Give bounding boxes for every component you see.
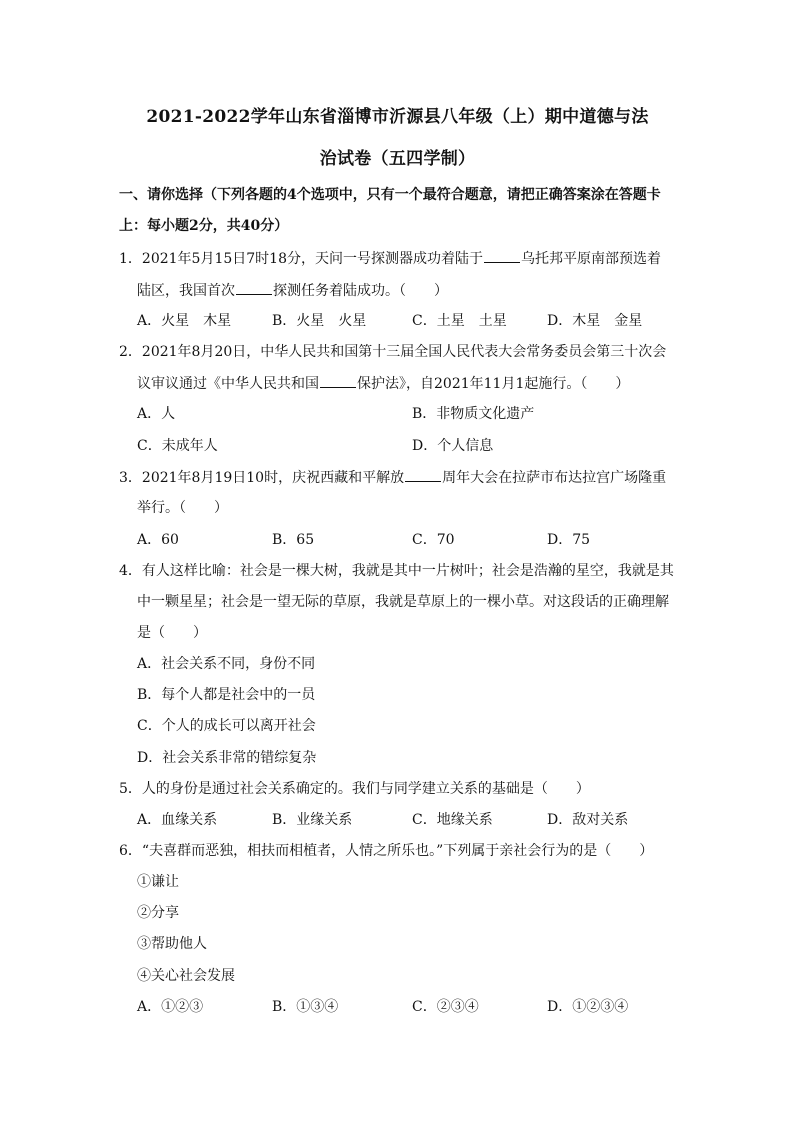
section-heading-line-2: 上：每小题2分，共40分） — [119, 218, 289, 234]
question-4-option-c[interactable]: C．个人的成长可以离开社会 — [137, 718, 316, 734]
question-6-item-3: ③帮助他人 — [137, 936, 207, 952]
question-1-text: 探测任务着陆成功。（ ） — [273, 283, 448, 299]
question-4-option-d[interactable]: D．社会关系非常的错综复杂 — [137, 750, 317, 766]
answer-blank — [236, 280, 272, 295]
question-5-option-c[interactable]: C．地缘关系 — [412, 812, 493, 828]
answer-blank — [320, 373, 356, 388]
question-6-option-b[interactable]: B．①③④ — [272, 999, 339, 1015]
question-3-option-d[interactable]: D．75 — [547, 532, 591, 548]
question-2-line-2 — [137, 373, 629, 394]
question-3-text: 3．2021年8月19日10时，庆祝西藏和平解放 — [119, 470, 405, 486]
question-5-option-b[interactable]: B．业缘关系 — [272, 812, 353, 828]
question-2-line-1: 2．2021年8月20日，中华人民共和国第十三届全国人民代表大会常务委员会第三十次会 — [119, 344, 667, 360]
question-4-option-a[interactable]: A．社会关系不同，身份不同 — [137, 656, 316, 672]
question-6-option-c[interactable]: C．②③④ — [412, 999, 479, 1015]
question-3-option-b[interactable]: B．65 — [272, 532, 315, 548]
question-6-option-a[interactable]: A．①②③ — [137, 999, 204, 1015]
question-4-option-b[interactable]: B．每个人都是社会中的一员 — [137, 687, 316, 703]
question-6-item-4: ④关心社会发展 — [137, 968, 235, 984]
answer-blank — [484, 248, 520, 263]
question-5-option-d[interactable]: D．敌对关系 — [547, 812, 629, 828]
question-4-line-3: 是（ ） — [137, 625, 207, 641]
question-1-option-d[interactable]: D．木星 金星 — [547, 313, 643, 329]
question-1-text: 陆区，我国首次 — [137, 283, 235, 299]
question-2-option-a[interactable]: A．人 — [137, 406, 176, 422]
question-3-line-1 — [119, 467, 666, 488]
answer-blank — [405, 467, 441, 482]
section-heading-line-1: 一、请你选择（下列各题的4个选项中，只有一个最符合题意，请把正确答案涂在答题卡 — [119, 187, 661, 203]
question-1-option-c[interactable]: C．土星 土星 — [412, 313, 507, 329]
question-6-line-1: 6．“夫喜群而恶独，相扶而相植者，人情之所乐也。”下列属于亲社会行为的是（ ） — [119, 843, 654, 859]
question-3-text: 周年大会在拉萨市布达拉宫广场隆重 — [442, 470, 667, 486]
question-6-item-1: ①谦让 — [137, 874, 179, 890]
question-1-text: 乌托邦平原南部预选着 — [520, 251, 661, 267]
question-1-line-1 — [119, 248, 661, 269]
question-4-line-1: 4．有人这样比喻：社会是一棵大树，我就是其中一片树叶；社会是浩瀚的星空，我就是其 — [119, 563, 674, 579]
question-6-item-2: ②分享 — [137, 905, 179, 921]
question-3-line-2: 举行。（ ） — [137, 500, 228, 516]
question-2-text: 保护法》，自2021年11月1起施行。（ ） — [357, 376, 630, 392]
question-4-line-2: 中一颗星星；社会是一望无际的草原，我就是草原上的一棵小草。对这段话的正确理解 — [137, 594, 669, 610]
question-2-option-d[interactable]: D．个人信息 — [412, 438, 494, 454]
question-5-option-a[interactable]: A．血缘关系 — [137, 812, 218, 828]
question-2-option-b[interactable]: B．非物质文化遗产 — [412, 406, 535, 422]
question-1-text: 1．2021年5月15日7时18分，天问一号探测器成功着陆于 — [119, 251, 483, 267]
exam-title-line-2: 治试卷（五四学制） — [319, 149, 476, 169]
question-2-text: 议审议通过《中华人民共和国 — [137, 376, 319, 392]
question-1-option-b[interactable]: B．火星 火星 — [272, 313, 367, 329]
question-3-option-c[interactable]: C．70 — [412, 532, 455, 548]
question-3-option-a[interactable]: A．60 — [137, 532, 179, 548]
question-6-option-d[interactable]: D．①②③④ — [547, 999, 629, 1015]
question-2-option-c[interactable]: C．未成年人 — [137, 438, 218, 454]
exam-title-line-1: 2021-2022学年山东省淄博市沂源县八年级（上）期中道德与法 — [146, 107, 649, 127]
question-1-option-a[interactable]: A．火星 木星 — [137, 313, 232, 329]
question-1-line-2 — [137, 280, 448, 301]
question-5-line-1: 5．人的身份是通过社会关系确定的。我们与同学建立关系的基础是（ ） — [119, 781, 590, 797]
